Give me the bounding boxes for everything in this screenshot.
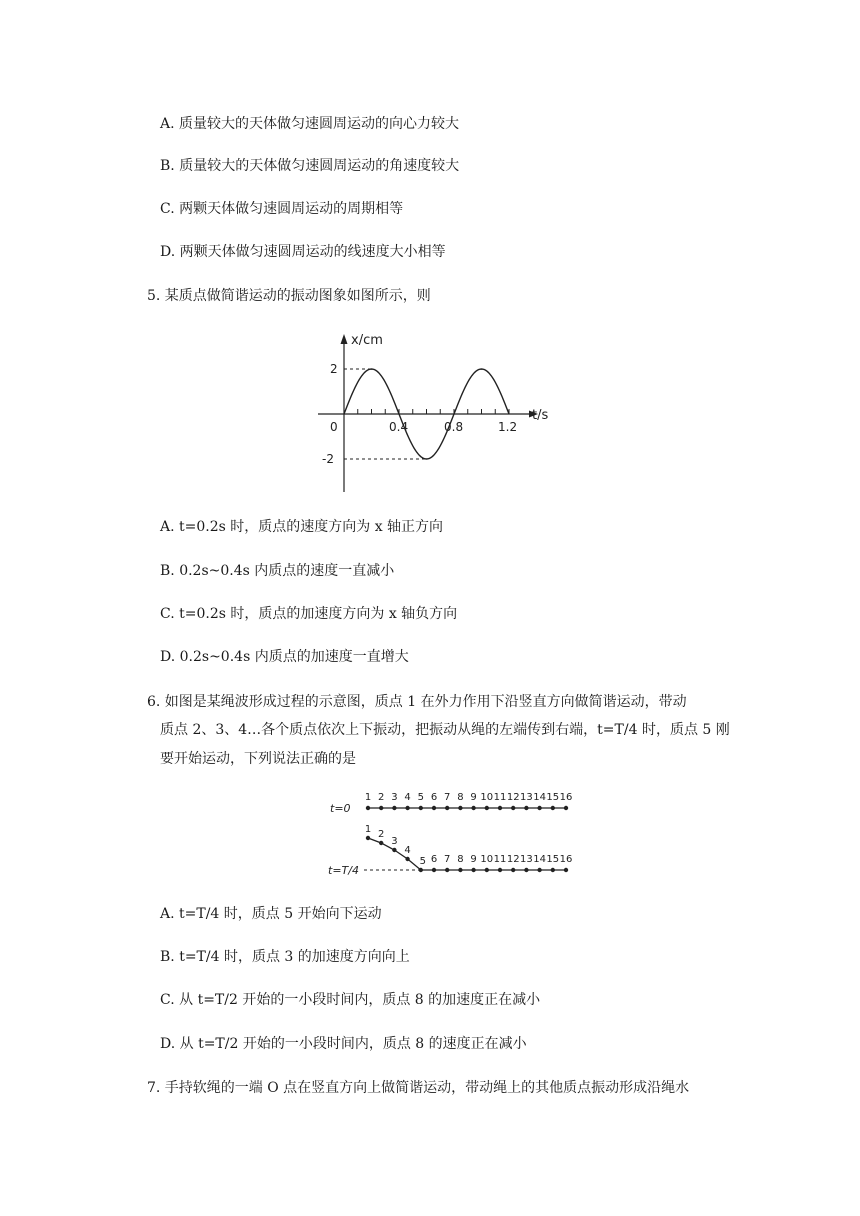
point-label: 9	[470, 792, 477, 803]
q5-option-d: D. 0.2s~0.4s 内质点的加速度一直增大	[160, 649, 409, 665]
q5-stem: 5. 某质点做简谐运动的振动图象如图所示，则	[147, 288, 431, 304]
rope-point	[366, 806, 370, 810]
rope-point	[392, 848, 396, 852]
q6-option-d: D. 从 t=T/2 开始的一小段时间内，质点 8 的速度正在减小	[160, 1036, 527, 1052]
q6-option-b: B. t=T/4 时，质点 3 的加速度方向向上	[160, 949, 410, 965]
rope-point	[485, 868, 489, 872]
q6-stem-line-1: 6. 如图是某绳波形成过程的示意图，质点 1 在外力作用下沿竖直方向做简谐运动，带动	[147, 694, 687, 710]
y-axis-label: x/cm	[351, 333, 383, 348]
rope-point	[537, 806, 541, 810]
rope-point	[498, 806, 502, 810]
point-label: 13	[520, 792, 533, 803]
point-label: 4	[404, 792, 411, 803]
rope-point	[458, 868, 462, 872]
point-label: 7	[444, 854, 451, 865]
rope-point	[366, 836, 370, 840]
q5-option-c: C. t=0.2s 时，质点的加速度方向为 x 轴负方向	[160, 606, 458, 622]
rope-point	[564, 806, 568, 810]
point-label: 7	[444, 792, 451, 803]
q6-stem-line-2: 质点 2、3、4…各个质点依次上下振动，把振动从绳的左端传到右端，t=T/4 时，质点 5 刚	[160, 722, 730, 738]
rope-point	[405, 806, 409, 810]
point-label: 4	[404, 845, 411, 856]
rope-point	[471, 868, 475, 872]
rope-point	[511, 806, 515, 810]
point-label: 6	[430, 854, 438, 865]
point-label: 5	[417, 792, 424, 803]
point-label: 8	[457, 854, 464, 865]
x-axis-label: t/s	[532, 408, 549, 423]
x-tick-label: 0.8	[444, 420, 464, 434]
vibration-graph	[310, 324, 570, 496]
point-label: 8	[457, 792, 464, 803]
q6-option-c: C. 从 t=T/2 开始的一小段时间内，质点 8 的加速度正在减小	[160, 992, 541, 1008]
point-label: 3	[391, 836, 398, 847]
rope-point	[524, 868, 528, 872]
q5-option-a: A. t=0.2s 时，质点的速度方向为 x 轴正方向	[160, 519, 444, 535]
row-label-t0: t=0	[330, 802, 351, 815]
x-tick-label: 1.2	[498, 420, 518, 434]
rope-point	[458, 806, 462, 810]
rope-point	[445, 868, 449, 872]
point-label: 13	[520, 854, 533, 865]
rope-point	[445, 806, 449, 810]
x-tick-label: 0	[330, 420, 338, 434]
q6-stem-line-3: 要开始运动，下列说法正确的是	[160, 751, 356, 767]
point-label: 1	[364, 824, 372, 835]
point-label: 16	[559, 854, 573, 865]
rope-point	[379, 841, 383, 845]
point-label: 11	[493, 854, 507, 865]
rope-point	[564, 868, 568, 872]
rope-point	[551, 806, 555, 810]
q5-option-b: B. 0.2s~0.4s 内质点的速度一直减小	[160, 563, 395, 579]
point-label: 5	[419, 856, 426, 867]
rope-point	[432, 806, 436, 810]
rope-point	[419, 806, 423, 810]
point-label: 10	[480, 854, 494, 865]
rope-point	[379, 806, 383, 810]
rope-point	[485, 806, 489, 810]
row-label-t-quarter: t=T/4	[328, 864, 359, 877]
rope-point	[498, 868, 502, 872]
point-label: 6	[430, 792, 438, 803]
point-label: 12	[506, 792, 520, 803]
point-label: 11	[493, 792, 507, 803]
point-label: 15	[546, 854, 560, 865]
rope-point	[432, 868, 436, 872]
q4-option-b: B. 质量较大的天体做匀速圆周运动的角速度较大	[160, 158, 460, 174]
rope-point	[405, 857, 409, 861]
y-tick-label: -2	[322, 452, 334, 466]
rope-point	[392, 806, 396, 810]
rope-point	[511, 868, 515, 872]
rope-point	[524, 806, 528, 810]
point-label: 2	[378, 792, 385, 803]
point-label: 3	[391, 792, 398, 803]
point-label: 15	[546, 792, 560, 803]
q4-option-a: A. 质量较大的天体做匀速圆周运动的向心力较大	[160, 116, 460, 132]
rope-point	[471, 806, 475, 810]
y-axis-arrow	[341, 334, 348, 344]
q7-stem: 7. 手持软绳的一端 O 点在竖直方向上做简谐运动，带动绳上的其他质点振动形成沿绳水	[147, 1080, 690, 1096]
rope-point	[419, 868, 423, 872]
q6-option-a: A. t=T/4 时，质点 5 开始向下运动	[160, 906, 382, 922]
q4-option-c: C. 两颗天体做匀速圆周运动的周期相等	[160, 201, 404, 217]
q4-option-d: D. 两颗天体做匀速圆周运动的线速度大小相等	[160, 244, 446, 260]
x-tick-label: 0.4	[389, 420, 409, 434]
point-label: 14	[533, 792, 546, 803]
y-tick-label: 2	[330, 362, 338, 376]
point-label: 2	[378, 829, 385, 840]
rope-point	[537, 868, 541, 872]
rope-point	[551, 868, 555, 872]
point-label: 12	[506, 854, 520, 865]
point-label: 1	[364, 792, 372, 803]
point-label: 10	[480, 792, 494, 803]
rope-wave-figure	[322, 786, 582, 886]
point-label: 9	[470, 854, 477, 865]
point-label: 16	[559, 792, 573, 803]
point-label: 14	[533, 854, 546, 865]
